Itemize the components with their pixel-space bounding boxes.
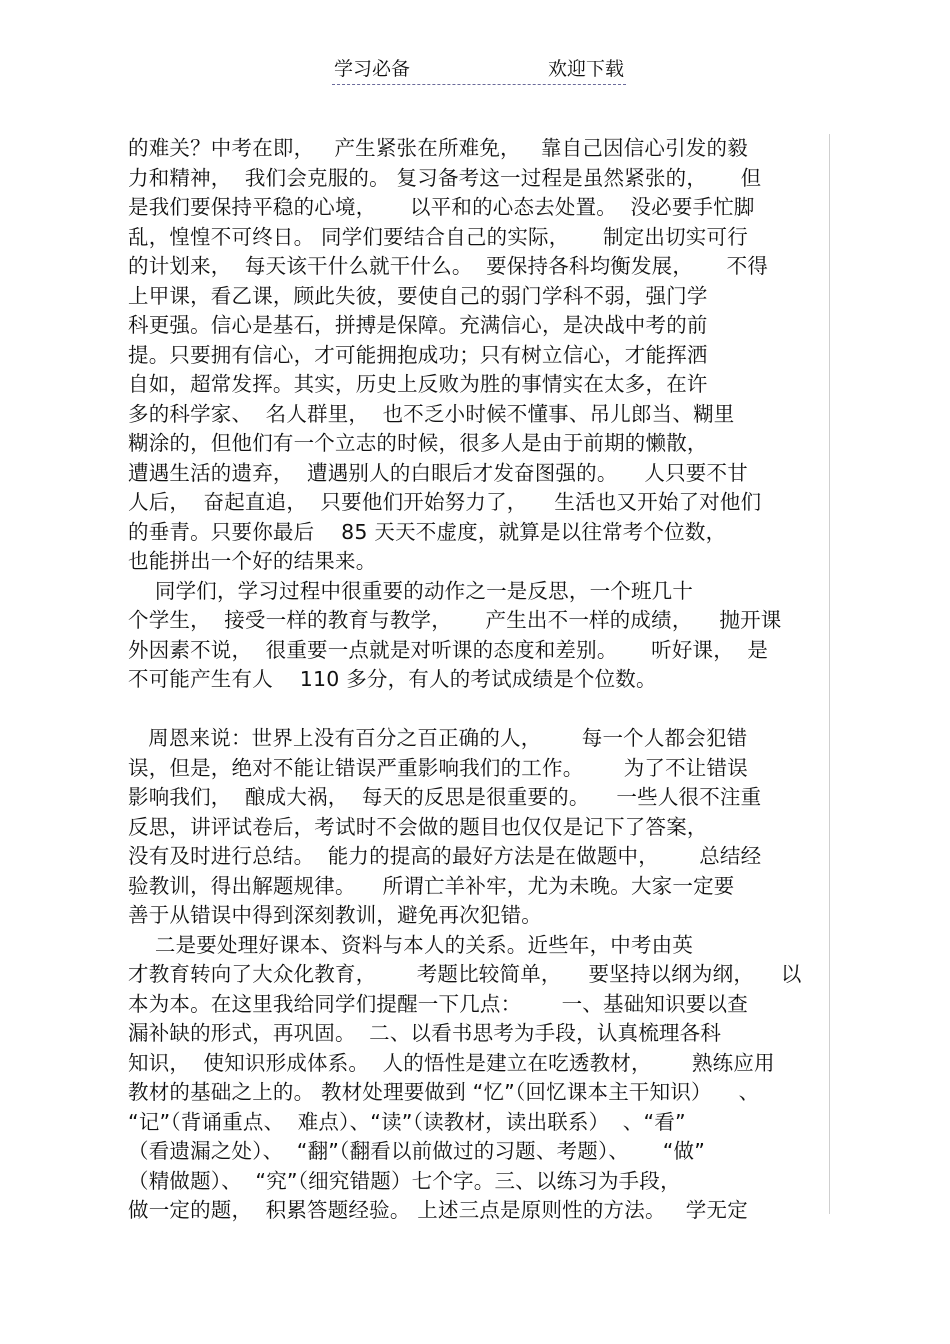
text-line: 乱，惶惶不可终日。 同学们要结合自己的实际， 制定出切实可行 <box>128 224 748 249</box>
text-line: 外因素不说， 很重要一点就是对听课的态度和差别。 听好课， 是 <box>128 637 769 662</box>
text-line: 漏补缺的形式，再巩固。 二、以看书思考为手段，认真梳理各科 <box>128 1021 722 1045</box>
text-line: 周恩来说：世界上没有百分之百正确的人， 每一个人都会犯错 <box>128 726 748 750</box>
blank-line <box>128 695 838 725</box>
text-line: 的难关？中考在即， 产生紧张在所难免， 靠自己因信心引发的毅 <box>128 136 748 160</box>
text-line: 善于从错误中得到深刻教训，避免再次犯错。 <box>128 903 542 927</box>
text-line: 提。只要拥有信心，才可能拥抱成功；只有树立信心，才能挥洒 <box>128 342 708 367</box>
text-line: 教材的基础之上的。 教材处理要做到 “忆”（回忆课本主干知识） 、 <box>128 1080 760 1104</box>
text-line: 反思，讲评试卷后，考试时不会做的题目也仅仅是记下了答案， <box>128 814 708 839</box>
text-line: 做一定的题， 积累答题经验。 上述三点是原则性的方法。 学无定 <box>128 1198 748 1222</box>
text-line: 人后， 奋起直追， 只要他们开始努力了， 生活也又开始了对他们 <box>128 490 762 514</box>
text-line: 验教训，得出解题规律。 所谓亡羊补牢，尤为未晚。大家一定要 <box>128 873 735 898</box>
text-line: 影响我们， 酿成大祸， 每天的反思是很重要的。 一些人很不注重 <box>128 785 762 809</box>
text-line: 的计划来， 每天该干什么就干什么。 要保持各科均衡发展， 不得 <box>128 254 769 278</box>
text-line: （看遗漏之处）、 “翻”（翻看以前做过的习题、考题）、 “做” <box>128 1139 706 1163</box>
text-line: 上甲课，看乙课，顾此失彼，要使自己的弱门学科不弱，强门学 <box>128 283 708 308</box>
text-line: 自如，超常发挥。其实，历史上反败为胜的事情实在太多，在许 <box>128 372 708 396</box>
text-line: 多的科学家、 名人群里， 也不乏小时候不懂事、吊儿郎当、糊里 <box>128 401 735 426</box>
text-line: 也能拼出一个好的结果来。 <box>128 549 377 573</box>
text-line: 才教育转向了大众化教育， 考题比较简单， 要坚持以纲为纲， 以 <box>128 962 802 986</box>
page-header <box>332 56 626 85</box>
text-line: （精做题）、 “究”（细究错题）七个字。三、以练习为手段， <box>128 1168 681 1193</box>
header-left-text: 学习必备 <box>334 58 411 80</box>
text-line: 的垂青。只要你最后 85 天天不虚度，就算是以往常考个位数， <box>128 519 727 544</box>
text-line: 知识， 使知识形成体系。 人的悟性是建立在吃透教材， 熟练应用 <box>128 1050 775 1075</box>
text-line: 二是要处理好课本、资料与本人的关系。近些年，中考由英 <box>128 932 694 957</box>
text-line: 是我们要保持平稳的心境， 以平和的心态去处置。 没必要手忙脚 <box>128 195 755 219</box>
text-line: “记”（背诵重点、 难点）、“读”（读教材，读出联系） 、“看” <box>128 1109 686 1134</box>
document-body <box>128 134 838 1226</box>
text-line: 误，但是，绝对不能让错误严重影响我们的工作。 为了不让错误 <box>128 755 748 780</box>
header-right-text: 欢迎下载 <box>547 58 624 80</box>
text-line: 糊涂的，但他们有一个立志的时候，很多人是由于前期的懒散， <box>128 431 708 455</box>
text-line: 没有及时进行总结。 能力的提高的最好方法是在做题中， 总结经 <box>128 844 762 868</box>
text-line: 力和精神， 我们会克服的。 复习备考这一过程是虽然紧张的， 但 <box>128 165 762 190</box>
text-line: 遭遇生活的遗弃， 遭遇别人的白眼后才发奋图强的。 人只要不甘 <box>128 460 748 485</box>
text-line: 个学生， 接受一样的教育与教学， 产生出不一样的成绩， 抛开课 <box>128 608 782 632</box>
text-line: 同学们，学习过程中很重要的动作之一是反思，一个班几十 <box>128 578 694 603</box>
text-line: 科更强。信心是基石，拼搏是保障。充满信心，是决战中考的前 <box>128 313 708 337</box>
text-line: 不可能产生有人 110 多分，有人的考试成绩是个位数。 <box>128 667 657 691</box>
text-line: 本为本。在这里我给同学们提醒一下几点： 一、基础知识要以查 <box>128 991 748 1016</box>
